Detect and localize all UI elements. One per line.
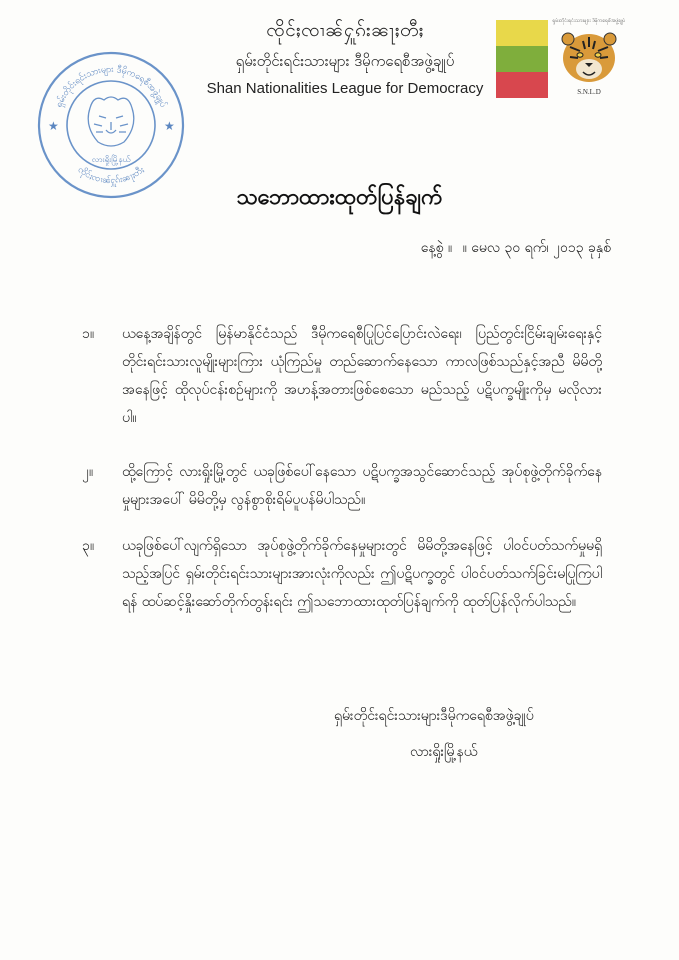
letterhead-english-name: Shan Nationalities League for Democracy <box>206 80 484 97</box>
tiger-head-icon <box>550 25 628 87</box>
signature-location: လားရှိုးမြို့နယ် <box>410 744 478 760</box>
logo-tagline: ရှမ်းတိုင်းရင်းသားများ ဒီမိုကရေစီအဖွဲ့ချုပ် <box>552 18 626 24</box>
tiger-icon <box>88 97 134 146</box>
paragraph-text: ယနေ့အချိန်တွင် မြန်မာနိုင်ငံသည် ဒီမိုကရေစီပြုပြင်ပြောင်းလဲရေး၊ ပြည်တွင်းငြိမ်းချမ်းရေးနှင့် တိုင်းရင်းသားလူမျိုးများကြား ယုံကြည်မှု တည်ဆောက်နေသော ကာလဖြစ်သည်နှင့်အညီ မိမိတို့အနေဖြင့် ထိုလုပ်ငန်းစဉ်များကို အဟန့်အတားဖြစ်စေသော မည်သည့် ပဋိပက္ခမျိုးကိုမှ မလိုလားပါ။ <box>122 326 602 426</box>
star-icon: ★ <box>164 119 175 133</box>
svg-text:ရှမ်းတိုင်းရင်းသားများ ဒီမိုကရ <box>54 64 169 109</box>
party-stamp <box>36 50 186 200</box>
letterhead <box>200 18 490 97</box>
letterhead-shan-name: ၸိုင်ႈၸၢၼ်ႁူၵ်းၼႃႈတီႈ <box>266 19 424 41</box>
paragraph <box>82 532 602 616</box>
flag-band-green <box>496 46 548 72</box>
date-label: နေ့စွဲ ။ <box>420 240 453 256</box>
document-title: သဘောထားထုတ်ပြန်ချက် <box>236 185 443 210</box>
party-logo <box>550 18 628 98</box>
letterhead-myanmar-name: ရှမ်းတိုင်းရင်းသားများ ဒီမိုကရေစီအဖွဲ့ချုပ် <box>235 52 455 70</box>
paragraph-number: ၂။ <box>82 464 94 480</box>
paragraph-number: ၁။ <box>82 326 95 342</box>
flag-band-red <box>496 72 548 98</box>
paragraph-number: ၃။ <box>82 538 95 554</box>
party-flag <box>496 20 548 98</box>
stamp-bottom-text: ၸိုင်ႈၸၢၼ်ႁူၵ်းၼႃႈတီႈ <box>75 165 147 187</box>
date-value: ။ မေလ ၃၀ ရက်၊ ၂၀၁၃ ခုနှစ် <box>462 240 611 256</box>
signature-organization: ရှမ်းတိုင်းရင်းသားများဒီမိုကရေစီအဖွဲ့ချုပ် <box>334 708 534 724</box>
date-line <box>415 238 611 259</box>
paragraph <box>82 320 602 432</box>
paragraph-text: ယခုဖြစ်ပေါ်လျက်ရှိသော အုပ်စုဖွဲ့တိုက်ခိုက်နေမှုများတွင် မိမိတို့အနေဖြင့် ပါဝင်ပတ်သက်မှုမရှိသည့်အပြင် ရှမ်းတိုင်းရင်းသားများအားလုံးကိုလည်း ဤပဋိပက္ခတွင် ပါဝင်ပတ်သက်ခြင်းမပြုကြပါရန် ထပ်ဆင့်နှိုးဆော်တိုက်တွန်းရင်း ဤသဘောထားထုတ်ပြန်ချက်ကို ထုတ်ပြန်လိုက်ပါသည်။ <box>122 538 602 610</box>
star-icon: ★ <box>48 119 59 133</box>
stamp-top-text: ရှမ်းတိုင်းရင်းသားများ ဒီမိုကရေစီအဖွဲ့ချုပ် <box>54 64 168 109</box>
stamp-center-text: လားရှိုးမြို့နယ် <box>91 155 131 164</box>
paragraph <box>82 458 602 514</box>
paragraph-text: ထို့ကြောင့် လားရှိုးမြို့တွင် ယခုဖြစ်ပေါ်နေသော ပဋိပက္ခအသွင်ဆောင်သည့် အုပ်စုဖွဲ့တိုက်ခိုက်နေမှုများအပေါ် မိမိတို့မှ လွန်စွာစိုးရိမ်ပူပန်မိပါသည်။ <box>122 464 602 508</box>
flag-band-yellow <box>496 20 548 46</box>
logo-abbreviation: S.N.L.D <box>577 88 601 96</box>
